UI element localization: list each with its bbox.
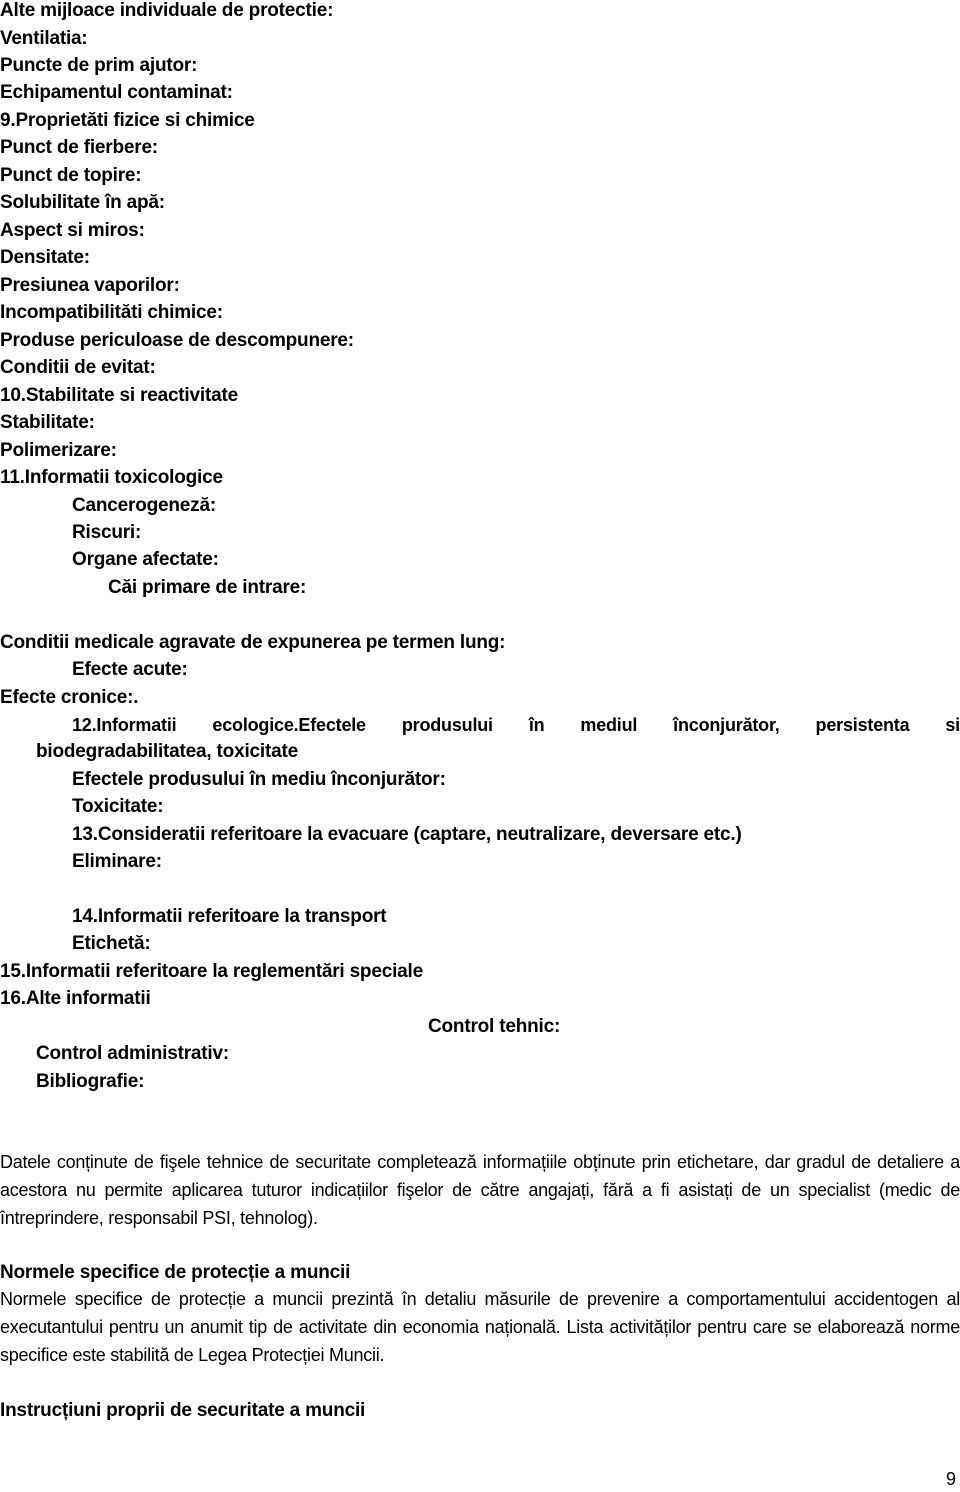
- heading-own-instructions: Instrucțiuni proprii de securitate a muncii: [0, 1400, 366, 1421]
- heading-specific-norms: Normele specifice de protecție a muncii: [0, 1262, 351, 1283]
- field-technical-control: Control tehnic:: [428, 1016, 561, 1037]
- field-chemical-incompatibilities: Incompatibilităti chimice:: [0, 302, 223, 323]
- field-first-aid: Puncte de prim ajutor:: [0, 55, 198, 76]
- section-10-heading: 10.Stabilitate si reactivitate: [0, 385, 238, 406]
- section-15-heading: 15.Informatii referitoare la reglementări speciale: [0, 961, 423, 982]
- section-12-heading: 12.Informatii ecologice.Efectele produsului în mediul înconjurător, persistenta si: [72, 715, 960, 735]
- field-aspect-odor: Aspect si miros:: [0, 220, 145, 241]
- field-toxicity: Toxicitate:: [72, 796, 164, 817]
- field-density: Densitate:: [0, 247, 90, 268]
- field-aggravated-conditions: Conditii medicale agravate de expunerea pe termen lung:: [0, 632, 506, 653]
- field-ventilation: Ventilatia:: [0, 28, 88, 49]
- field-chronic-effects: Efecte cronice:.: [0, 687, 139, 708]
- field-boiling-point: Punct de fierbere:: [0, 137, 158, 158]
- page-number: 9: [945, 1469, 956, 1489]
- field-polymerization: Polimerizare:: [0, 440, 117, 461]
- field-solubility: Solubilitate în apă:: [0, 192, 165, 213]
- section-16-heading: 16.Alte informatii: [0, 988, 151, 1009]
- paragraph-specific-norms: Normele specifice de protecție a muncii prezintă în detaliu măsurile de prevenire a comportamentului accidentogen al executantului pentru un anumit tip de activitate din economia națională. Lista activităților pentru care se elaborează norme specifice este stabilită de Legea Protecției Muncii.: [0, 1289, 960, 1365]
- section-13-heading: 13.Consideratii referitoare la evacuare (captare, neutralizare, deversare etc.): [72, 824, 742, 845]
- section-9-heading: 9.Proprietăti fizice si chimice: [0, 110, 255, 131]
- field-label: Etichetă:: [72, 933, 151, 954]
- field-vapor-pressure: Presiunea vaporilor:: [0, 275, 180, 296]
- field-bibliography: Bibliografie:: [36, 1071, 145, 1092]
- field-entry-routes: Căi primare de intrare:: [108, 577, 307, 598]
- paragraph-sds-intro: Datele conținute de fişele tehnice de securitate completează informațiile obținute prin etichetare, dar gradul de detaliere a acestora nu permite aplicarea tuturor indicațiilor fişelor de către angajați, fără a fi asistați de un specialist (medic de întreprindere, responsabil PSI, tehnolog).: [0, 1152, 960, 1228]
- field-administrative-control: Control administrativ:: [36, 1043, 230, 1064]
- field-decomposition-products: Produse periculoase de descompunere:: [0, 330, 354, 351]
- field-environment-effects: Efectele produsului în mediu înconjurător:: [72, 769, 446, 790]
- field-carcinogenicity: Cancerogeneză:: [72, 495, 216, 516]
- field-melting-point: Punct de topire:: [0, 165, 142, 186]
- section-12-heading-cont: biodegradabilitatea, toxicitate: [36, 741, 298, 762]
- field-stability: Stabilitate:: [0, 412, 95, 433]
- field-other-protection: Alte mijloace individuale de protectie:: [0, 0, 334, 21]
- field-conditions-to-avoid: Conditii de evitat:: [0, 357, 156, 378]
- section-11-heading: 11.Informatii toxicologice: [0, 467, 223, 488]
- field-contaminated-equipment: Echipamentul contaminat:: [0, 82, 233, 103]
- section-14-heading: 14.Informatii referitoare la transport: [72, 906, 387, 927]
- field-affected-organs: Organe afectate:: [72, 549, 219, 570]
- field-disposal: Eliminare:: [72, 851, 162, 872]
- field-risks: Riscuri:: [72, 522, 142, 543]
- field-acute-effects: Efecte acute:: [72, 659, 188, 680]
